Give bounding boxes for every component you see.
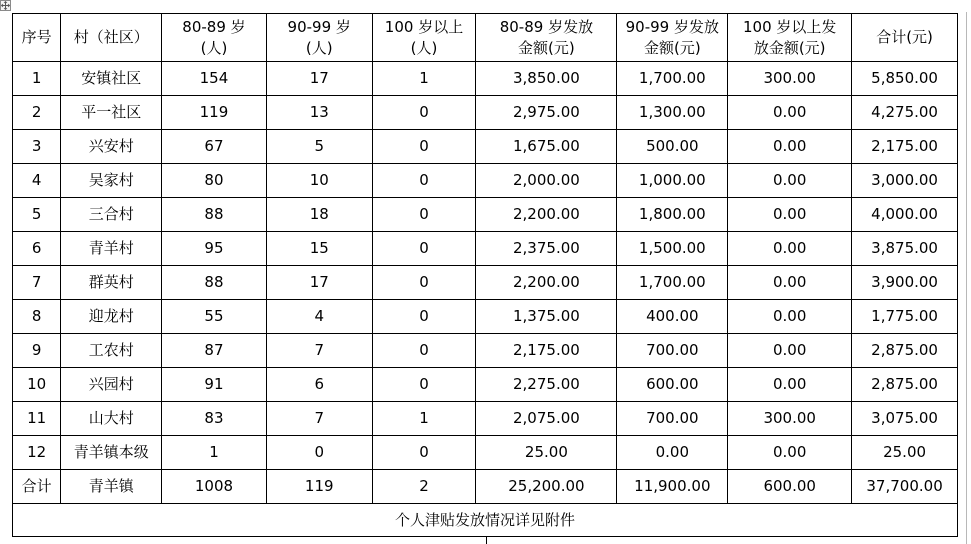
table-cell: 0.00	[728, 130, 852, 164]
table-cell: 2	[13, 96, 61, 130]
table-cell: 2,275.00	[476, 368, 617, 402]
table-cell: 400.00	[617, 300, 728, 334]
table-cell: 2,200.00	[476, 198, 617, 232]
table-cell: 6	[266, 368, 372, 402]
table-cell: 11	[13, 402, 61, 436]
table-cell: 0.00	[728, 164, 852, 198]
table-cell: 工农村	[61, 334, 162, 368]
table-cell: 95	[162, 232, 267, 266]
table-header-row	[13, 14, 958, 62]
header-amount-90-99: 90-99 岁发放 金额(元)	[617, 14, 728, 62]
table-cell: 1,000.00	[617, 164, 728, 198]
table-cell: 3,850.00	[476, 62, 617, 96]
table-cell: 91	[162, 368, 267, 402]
table-cell: 3,000.00	[852, 164, 958, 198]
table-cell: 25,200.00	[476, 470, 617, 504]
table-cell: 青羊镇	[61, 470, 162, 504]
table-cell: 兴安村	[61, 130, 162, 164]
table-row	[13, 164, 958, 198]
table-cell: 5	[266, 130, 372, 164]
table-cell: 1	[372, 402, 476, 436]
table-cell: 0.00	[728, 232, 852, 266]
table-row	[13, 96, 958, 130]
table-cell: 0.00	[728, 368, 852, 402]
table-cell: 2,075.00	[476, 402, 617, 436]
table-cell: 三合村	[61, 198, 162, 232]
move-handle-icon[interactable]	[0, 0, 11, 11]
table-cell: 平一社区	[61, 96, 162, 130]
table-cell: 17	[266, 62, 372, 96]
table-row	[13, 334, 958, 368]
table-row	[13, 300, 958, 334]
table-cell: 3,875.00	[852, 232, 958, 266]
table-row	[13, 232, 958, 266]
table-cell: 4	[266, 300, 372, 334]
table-row	[13, 130, 958, 164]
table-cell: 2,975.00	[476, 96, 617, 130]
table-cell: 80	[162, 164, 267, 198]
allowance-table	[12, 13, 958, 537]
table-row	[13, 62, 958, 96]
table-cell: 兴园村	[61, 368, 162, 402]
table-cell: 600.00	[728, 470, 852, 504]
table-cell: 2,175.00	[852, 130, 958, 164]
header-age-90-99: 90-99 岁 (人)	[266, 14, 372, 62]
table-cell: 安镇社区	[61, 62, 162, 96]
table-cell: 7	[13, 266, 61, 300]
table-row	[13, 368, 958, 402]
column-edge-trace	[966, 12, 967, 544]
table-cell: 0	[372, 300, 476, 334]
table-cell: 合计	[13, 470, 61, 504]
table-cell: 2,175.00	[476, 334, 617, 368]
table-cell: 1,675.00	[476, 130, 617, 164]
table-cell: 0	[372, 436, 476, 470]
header-village: 村（社区）	[61, 14, 162, 62]
table-cell: 119	[162, 96, 267, 130]
header-seq: 序号	[13, 14, 61, 62]
table-row	[13, 402, 958, 436]
table-cell: 0	[372, 266, 476, 300]
table-cell: 1008	[162, 470, 267, 504]
table-cell: 700.00	[617, 334, 728, 368]
table-cell: 12	[13, 436, 61, 470]
table-cell: 1,800.00	[617, 198, 728, 232]
table-cell: 1	[372, 62, 476, 96]
table-cell: 88	[162, 198, 267, 232]
table-cell: 13	[266, 96, 372, 130]
table-cell: 0.00	[728, 300, 852, 334]
table-cell: 0.00	[728, 96, 852, 130]
table-cell: 88	[162, 266, 267, 300]
header-total: 合计(元)	[852, 14, 958, 62]
table-cell: 300.00	[728, 62, 852, 96]
table-cell: 1,700.00	[617, 62, 728, 96]
table-cell: 0.00	[728, 334, 852, 368]
table-cell: 2,000.00	[476, 164, 617, 198]
table-cell: 0	[372, 334, 476, 368]
page-edge-mark	[486, 536, 487, 544]
table-cell: 18	[266, 198, 372, 232]
table-cell: 0	[372, 368, 476, 402]
table-cell: 7	[266, 334, 372, 368]
table-cell: 6	[13, 232, 61, 266]
table-cell: 0	[372, 130, 476, 164]
table-cell: 青羊村	[61, 232, 162, 266]
table-cell: 山大村	[61, 402, 162, 436]
table-cell: 300.00	[728, 402, 852, 436]
table-cell: 37,700.00	[852, 470, 958, 504]
table-total-row	[13, 470, 958, 504]
table-cell: 0	[372, 232, 476, 266]
table-cell: 0.00	[728, 436, 852, 470]
table-cell: 87	[162, 334, 267, 368]
table-cell: 2	[372, 470, 476, 504]
table-cell: 600.00	[617, 368, 728, 402]
table-cell: 17	[266, 266, 372, 300]
table-cell: 9	[13, 334, 61, 368]
table-cell: 7	[266, 402, 372, 436]
table-cell: 4	[13, 164, 61, 198]
header-age-80-89: 80-89 岁 (人)	[162, 14, 267, 62]
table-cell: 2,875.00	[852, 368, 958, 402]
table-cell: 0.00	[728, 198, 852, 232]
table-row	[13, 436, 958, 470]
table-cell: 83	[162, 402, 267, 436]
table-cell: 1,375.00	[476, 300, 617, 334]
table-cell: 10	[266, 164, 372, 198]
table-cell: 1	[13, 62, 61, 96]
header-amount-80-89: 80-89 岁发放 金额(元)	[476, 14, 617, 62]
table-cell: 4,275.00	[852, 96, 958, 130]
table-cell: 5	[13, 198, 61, 232]
table-cell: 4,000.00	[852, 198, 958, 232]
header-amount-100-plus: 100 岁以上发 放金额(元)	[728, 14, 852, 62]
table-cell: 3,075.00	[852, 402, 958, 436]
table-cell: 0	[372, 96, 476, 130]
table-body	[13, 62, 958, 470]
table-cell: 25.00	[852, 436, 958, 470]
table-cell: 迎龙村	[61, 300, 162, 334]
table-note-row	[13, 504, 958, 537]
table-cell: 1,500.00	[617, 232, 728, 266]
table-cell: 2,375.00	[476, 232, 617, 266]
table-cell: 3	[13, 130, 61, 164]
table-cell: 青羊镇本级	[61, 436, 162, 470]
table-cell: 1	[162, 436, 267, 470]
table-cell: 0	[372, 198, 476, 232]
table-cell: 2,200.00	[476, 266, 617, 300]
attachment-note: 个人津贴发放情况详见附件	[13, 504, 958, 537]
table-cell: 700.00	[617, 402, 728, 436]
table-cell: 55	[162, 300, 267, 334]
table-cell: 154	[162, 62, 267, 96]
table-cell: 0.00	[617, 436, 728, 470]
table-cell: 2,875.00	[852, 334, 958, 368]
table-row	[13, 198, 958, 232]
table-cell: 1,300.00	[617, 96, 728, 130]
table-cell: 3,900.00	[852, 266, 958, 300]
table-cell: 群英村	[61, 266, 162, 300]
table-cell: 0	[266, 436, 372, 470]
header-age-100-plus: 100 岁以上 (人)	[372, 14, 476, 62]
table-cell: 10	[13, 368, 61, 402]
table-cell: 500.00	[617, 130, 728, 164]
table-cell: 1,775.00	[852, 300, 958, 334]
table-cell: 15	[266, 232, 372, 266]
table-cell: 119	[266, 470, 372, 504]
table-cell: 67	[162, 130, 267, 164]
table-row	[13, 266, 958, 300]
table-cell: 1,700.00	[617, 266, 728, 300]
table-cell: 吴家村	[61, 164, 162, 198]
table-cell: 5,850.00	[852, 62, 958, 96]
table-cell: 8	[13, 300, 61, 334]
table-cell: 11,900.00	[617, 470, 728, 504]
table-cell: 0	[372, 164, 476, 198]
table-cell: 25.00	[476, 436, 617, 470]
table-cell: 0.00	[728, 266, 852, 300]
